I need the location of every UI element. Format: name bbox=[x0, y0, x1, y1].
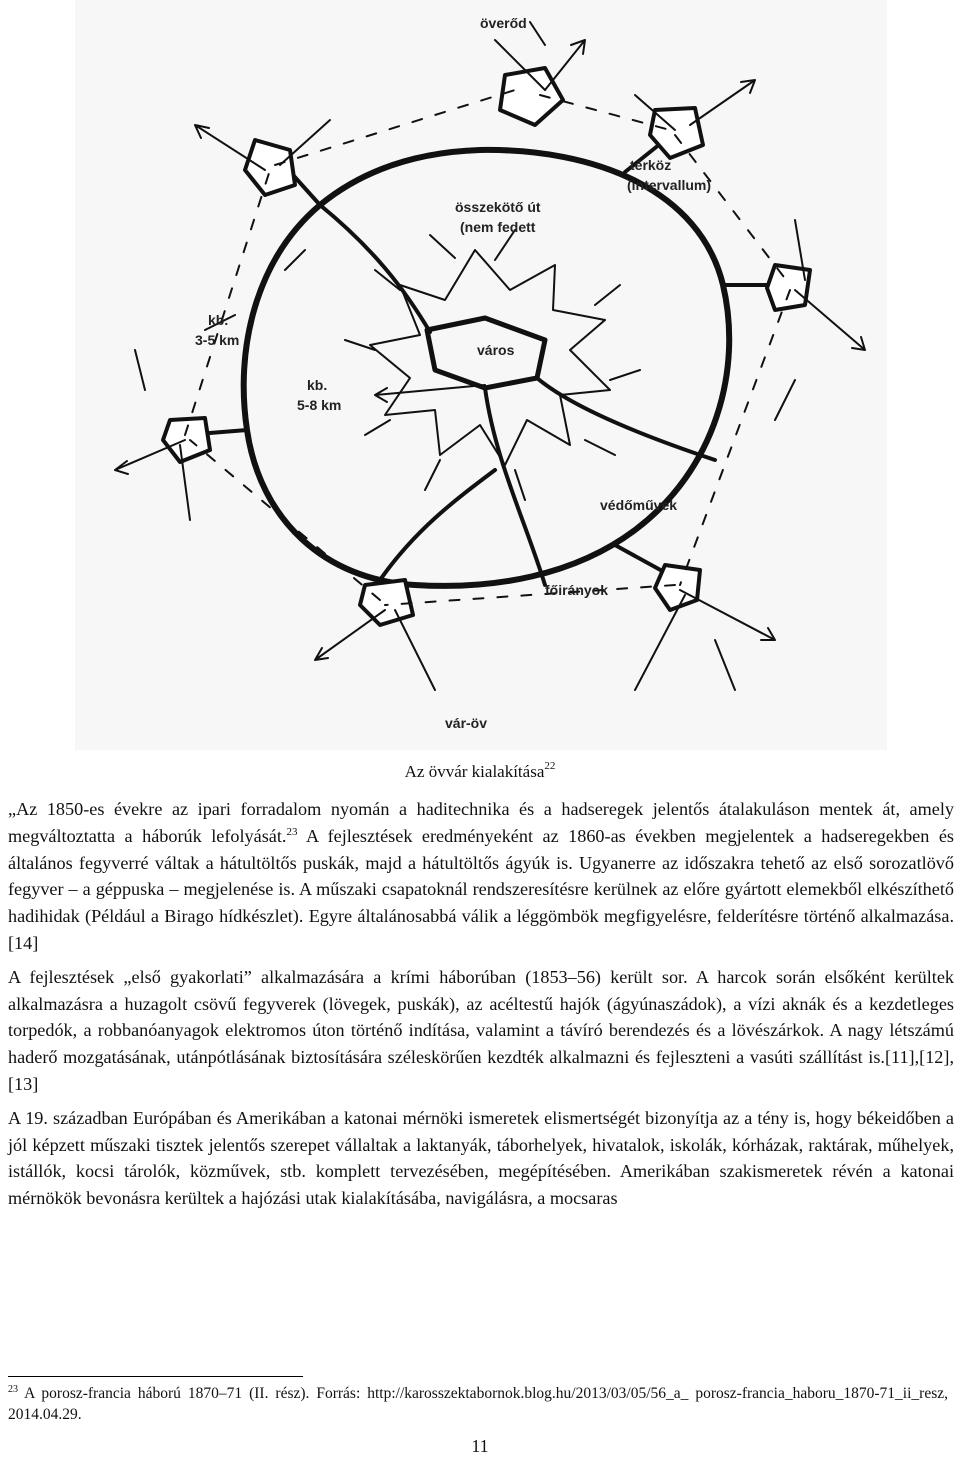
paragraph-1 bbox=[8, 796, 954, 957]
caption-text: Az övvár kialakítása bbox=[404, 762, 545, 781]
label-varos: város bbox=[477, 342, 515, 358]
label-terkoz: térköz bbox=[630, 157, 672, 173]
footnote-ref-23[interactable]: 23 bbox=[286, 825, 298, 838]
label-foiranyok: főirányok bbox=[545, 582, 609, 598]
figure-caption bbox=[0, 760, 960, 782]
footnote bbox=[8, 1383, 948, 1425]
figure-background bbox=[75, 0, 887, 750]
label-kb-1: kb. bbox=[208, 312, 229, 328]
fortress-ring-diagram bbox=[75, 0, 887, 750]
label-var-ov: vár-öv bbox=[445, 715, 488, 731]
caption-footnote-ref: 22 bbox=[544, 760, 556, 772]
footnote-divider bbox=[8, 1376, 303, 1377]
page-number: 11 bbox=[471, 1436, 489, 1456]
label-overod: överőd bbox=[480, 15, 527, 31]
label-intervallum: (intervallum) bbox=[627, 177, 712, 193]
footnote-text: A porosz-francia háború 1870–71 (II. rész). Forrás: http://karosszektabornok.blog.hu/2013/03/05/56_a_ porosz-francia_haboru_1870-71_ii_resz, 2014.04.29. bbox=[8, 1385, 948, 1423]
label-kb-2: kb. bbox=[307, 377, 328, 393]
paragraph-2: A fejlesztések „első gyakorlati” alkalmazására a krími háborúban (1853–56) került sor. A harcok során elsőként kerültek alkalmazásra a huzagolt csövű fegyverek (lövegek, puskák), az acéltestű hajók (ágyúnaszádok), a vízi aknák és a kezdetleges torpedók, a robbanóanyagok elektromos úton történő indítása, valamint a távíró berendezés és a lövészárkok. A nagy létszámú haderő mozgatásának, utánpótlásának biztosítására széleskörűen kezdték alkalmazni és fejleszteni a vasúti szállítást is.[11],[12],[13] bbox=[8, 966, 954, 1094]
body-text bbox=[8, 796, 954, 1219]
label-osszekoto-1: összekötő út bbox=[455, 199, 541, 215]
footnote-number: 23 bbox=[8, 1384, 18, 1395]
label-distance-1: 3-5 km bbox=[195, 332, 240, 348]
paragraph-3: A 19. században Európában és Amerikában a katonai mérnöki ismeretek elismertségét bizonyítja az a tény is, hogy békeidőben a jól képzett műszaki tisztek jelentős szerepet vállaltak a laktanyák, táborhelyek, hivatalok, iskolák, kórházak, raktárak, műhelyek, istállók, kocsi tárolók, közművek, stb. komplett tervezésében, megépítésében. Amerikában szakismeretek révén a katonai mérnökök bevonásra kerültek a hajózási utak kialakításába, navigálásra, a mocsaras bbox=[8, 1107, 954, 1209]
label-osszekoto-2: (nem fedett bbox=[460, 219, 536, 235]
label-distance-2: 5-8 km bbox=[297, 397, 342, 413]
paragraph-1-part-a: „Az 1850-es évekre az ipari forradalom nyomán a haditechnika és a hadseregek jelentős átalakuláson mentek át, amely megváltoztatta a háborúk lefolyását. bbox=[8, 799, 954, 846]
paragraph-1-part-b: A fejlesztések eredményeként az 1860-as években megjelentek a hadseregekben és általános fegyverré váltak a hátultöltős puskák, majd a hátultöltős ágyúk is. Ugyanerre az időszakra tehető az első sorozatlövő fegyver – a géppuska – megjelenése is. A műszaki csapatoknál rendszeresítésre kerülnek az előre gyártott elemekből elkészíthető hadihidak (Például a Birago hídkészlet). Egyre általánosabbá válik a léggömbök megfigyelésre, felderítésre történő alkalmazása.[14] bbox=[8, 825, 954, 953]
label-vedomuvek: védőművek bbox=[600, 497, 678, 513]
